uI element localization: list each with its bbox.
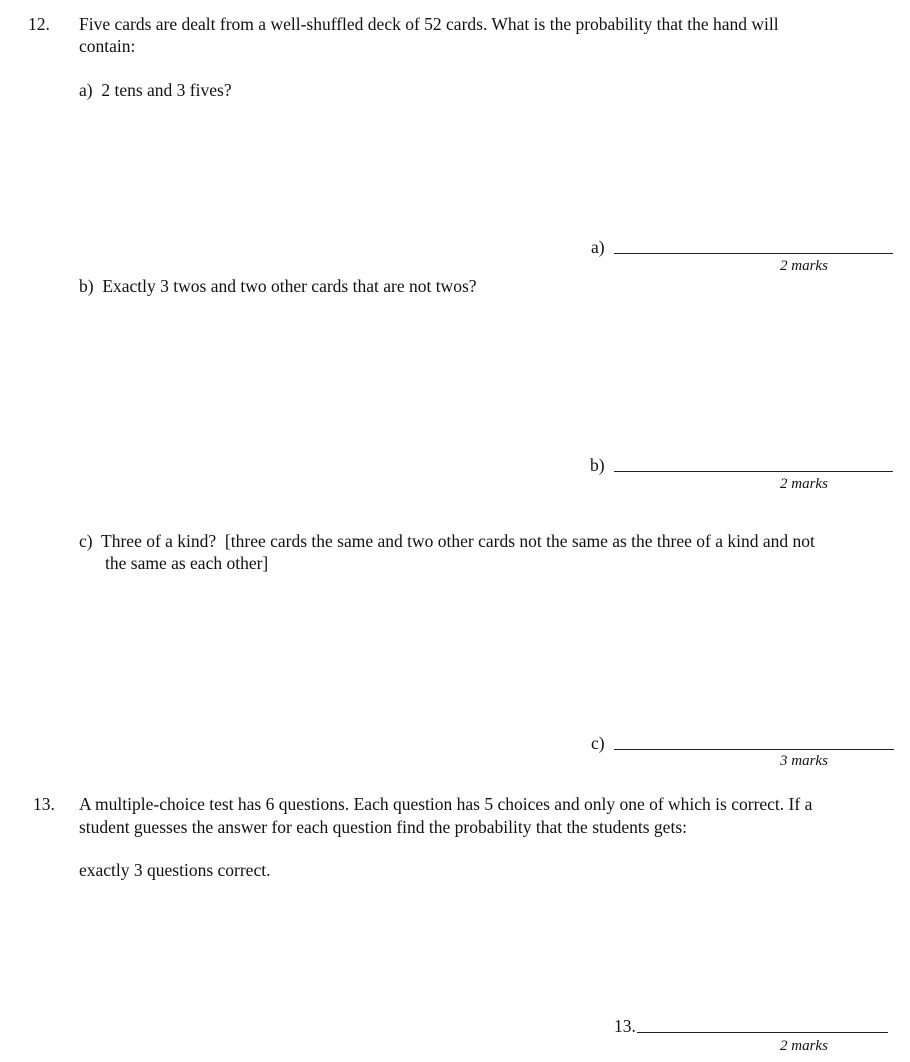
question-12-stem-line-2: contain:	[79, 36, 136, 56]
question-12-part-c-prompt-line-2: the same as each other]	[105, 553, 269, 573]
question-12-part-b-answer-line[interactable]	[614, 471, 893, 472]
question-12-part-c-answer-line[interactable]	[614, 749, 894, 750]
question-13-stem-line-1: A multiple-choice test has 6 questions. Each question has 5 choices and only one of which is correct. If a	[79, 794, 813, 814]
question-12-stem-line-1: Five cards are dealt from a well-shuffled deck of 52 cards. What is the probability that the hand will	[79, 14, 779, 34]
question-13-stem-line-2: student guesses the answer for each question find the probability that the students gets:	[79, 817, 687, 837]
question-12-part-a-marks: 2 marks	[780, 258, 828, 274]
question-13-sub-prompt: exactly 3 questions correct.	[79, 860, 271, 880]
question-12-part-b-answer-label: b)	[590, 455, 605, 475]
question-12-part-c-prompt-line-1: c) Three of a kind? [three cards the same and two other cards not the same as the three of a kind and not	[79, 531, 815, 551]
question-12-part-b-marks: 2 marks	[780, 476, 828, 492]
question-13-answer-line[interactable]	[637, 1032, 888, 1033]
question-12-part-c-marks: 3 marks	[780, 753, 828, 769]
question-13-answer-label: 13.	[614, 1016, 636, 1036]
question-12-part-b-prompt: b) Exactly 3 twos and two other cards that are not twos?	[79, 276, 477, 296]
question-12-part-c-answer-label: c)	[591, 733, 605, 753]
question-12-number: 12.	[28, 14, 50, 34]
question-12-part-a-answer-label: a)	[591, 237, 605, 257]
question-13-marks: 2 marks	[780, 1038, 828, 1054]
question-12-part-a-answer-line[interactable]	[614, 253, 893, 254]
question-12-part-a-prompt: a) 2 tens and 3 fives?	[79, 80, 232, 100]
question-13-number: 13.	[33, 794, 55, 814]
